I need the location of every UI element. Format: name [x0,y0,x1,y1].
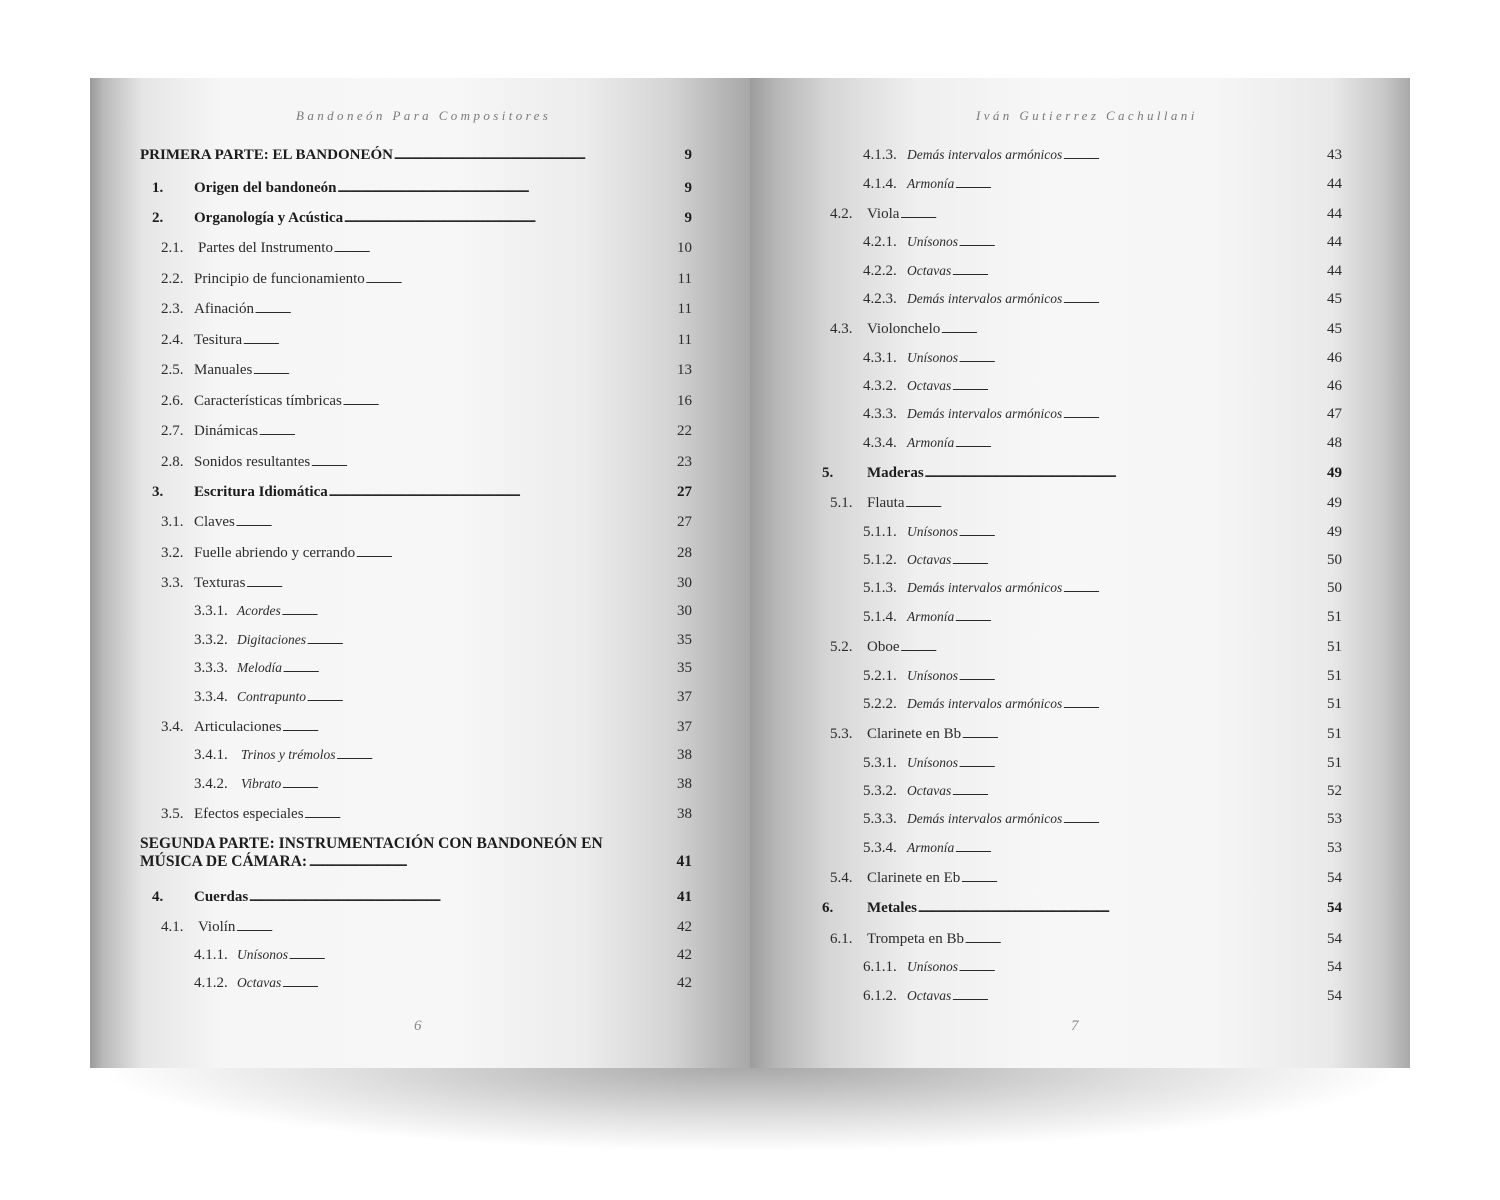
toc-entry[interactable] [161,918,692,938]
leader-dots [961,869,1326,889]
toc-entry[interactable] [863,405,1342,425]
toc-entry[interactable] [863,839,1342,859]
toc-number: 4.3.2. [863,378,897,394]
toc-title: Cuerdas [194,889,249,905]
toc-number: 5.3. [830,726,853,742]
table-of-contents [90,78,750,1068]
toc-title: Unísonos [907,668,959,683]
toc-entry[interactable] [863,810,1342,830]
toc-entry[interactable] [161,331,692,351]
leader-dots [955,839,1326,859]
toc-entry[interactable] [161,300,692,320]
toc-number: 4. [152,889,164,905]
toc-page: 53 [1327,811,1342,827]
toc-title: Trompeta en Bb [867,931,964,947]
leader-dots [959,667,1326,687]
toc-page: 27 [677,484,692,500]
toc-entry[interactable] [194,974,692,994]
toc-number: 3. [152,484,164,500]
toc-entry[interactable] [161,805,692,825]
toc-number: 6.1.1. [863,959,897,975]
toc-number: 5.1.4. [863,609,897,625]
toc-entry[interactable] [152,179,692,198]
toc-number: 3.3.1. [194,603,228,619]
toc-number: 3.2. [161,545,184,561]
toc-number: 5.3.2. [863,783,897,799]
toc-number: 5.1.1. [863,524,897,540]
toc-number: 5.3.1. [863,755,897,771]
toc-number: 2.3. [161,301,184,317]
toc-page: 11 [677,301,692,317]
toc-number: 5.3.3. [863,811,897,827]
toc-page: 22 [677,423,692,439]
toc-page: 41 [677,889,692,905]
toc-number: 1. [152,180,164,196]
toc-title: Armonía [907,435,955,450]
leader-dots [255,300,677,320]
leader-dots [955,434,1326,454]
toc-title: Demás intervalos armónicos [907,696,1063,711]
toc-number: 2.5. [161,362,184,378]
toc-entry[interactable] [822,464,1342,483]
toc-title: Características tímbricas [194,393,342,409]
leader-dots [952,377,1326,397]
toc-entry[interactable] [863,551,1342,571]
toc-number: 3.3.4. [194,689,228,705]
leader-dots [955,608,1326,628]
toc-page: 27 [677,514,692,530]
toc-title: Trinos y trémolos [241,747,336,762]
toc-entry[interactable] [830,205,1342,225]
leader-dots [901,638,1327,658]
toc-number: 6.1.2. [863,988,897,1004]
toc-page: 52 [1327,783,1342,799]
toc-page: 54 [1327,931,1342,947]
leader-dots [344,209,683,228]
toc-entry[interactable] [161,544,692,564]
toc-entry[interactable] [194,659,692,679]
right-page [750,78,1410,1068]
toc-title: Unísonos [237,947,289,962]
leader-dots [1063,290,1326,310]
toc-title: Clarinete en Bb [867,726,962,742]
toc-entry[interactable] [161,270,692,290]
toc-title: Vibrato [241,776,282,791]
toc-page: 41 [676,853,692,870]
toc-page: 45 [1327,291,1342,307]
toc-page: 30 [677,603,692,619]
toc-title: Demás intervalos armónicos [907,580,1063,595]
leader-dots [307,631,676,651]
leader-dots [282,602,676,622]
toc-entry[interactable] [863,782,1342,802]
toc-number: 2.2. [161,271,184,287]
leader-dots [952,262,1326,282]
toc-page: 28 [677,545,692,561]
toc-title: Articulaciones [194,719,282,735]
toc-page: 23 [677,454,692,470]
toc-entry[interactable] [863,262,1342,282]
toc-title: Fuelle abriendo y cerrando [194,545,356,561]
toc-page: 35 [677,660,692,676]
toc-part-heading[interactable] [140,146,692,165]
toc-number: 2.1. [161,240,184,256]
left-page [90,78,750,1068]
toc-page: 9 [684,210,692,226]
toc-number: 4.1. [161,919,184,935]
toc-title: Armonía [907,176,955,191]
toc-number: 2.7. [161,423,184,439]
toc-number: 4.2.3. [863,291,897,307]
leader-dots [918,899,1326,918]
toc-page: 51 [1327,726,1342,742]
toc-page: 44 [1327,206,1342,222]
toc-number: 4.1.2. [194,975,228,991]
toc-number: 5.1.2. [863,552,897,568]
toc-page: 38 [677,747,692,763]
toc-number: 4.3.3. [863,406,897,422]
toc-entry[interactable] [863,958,1342,978]
toc-entry[interactable] [863,290,1342,310]
leader-dots [259,422,676,442]
toc-title: Efectos especiales [194,806,304,822]
toc-entry[interactable] [863,608,1342,628]
toc-title: Unísonos [907,524,959,539]
toc-entry[interactable] [194,602,692,622]
toc-entry[interactable] [194,688,692,708]
toc-title: Acordes [237,603,281,618]
toc-title: Unísonos [907,959,959,974]
toc-title: Escritura Idiomática [194,484,328,500]
toc-page: 47 [1327,406,1342,422]
toc-number: 2.4. [161,332,184,348]
toc-entry[interactable] [194,631,692,651]
toc-title: Violín [198,919,236,935]
toc-entry[interactable] [822,899,1342,918]
toc-page: 51 [1327,755,1342,771]
toc-page: 10 [677,240,692,256]
toc-page: 35 [677,632,692,648]
toc-number: 6. [822,900,834,916]
leader-dots [941,320,1326,340]
leader-dots [906,494,1327,514]
toc-entry[interactable] [194,946,692,966]
leader-dots [394,146,684,165]
toc-entry[interactable] [152,888,692,907]
toc-title: Tesitura [194,332,243,348]
toc-page: 9 [684,180,692,196]
leader-dots [952,782,1326,802]
toc-entry[interactable] [863,146,1342,166]
leader-dots [236,918,676,938]
toc-entry[interactable] [161,574,692,594]
leader-dots [959,523,1326,543]
toc-title: Claves [194,514,235,530]
toc-entry[interactable] [830,930,1342,950]
leader-dots [952,987,1326,1007]
toc-page: 37 [677,719,692,735]
toc-number: 3.3.2. [194,632,228,648]
toc-title: Octavas [907,263,952,278]
toc-entry[interactable] [152,209,692,228]
leader-dots [282,775,676,795]
toc-title-line: MÚSICA DE CÁMARA: [140,853,308,870]
toc-title: Unísonos [907,234,959,249]
toc-page: 42 [677,919,692,935]
toc-page: 43 [1327,147,1342,163]
leader-dots [249,888,676,907]
toc-number: 6.1. [830,931,853,947]
toc-number: 2.6. [161,393,184,409]
toc-entry[interactable] [161,513,692,533]
toc-number: 4.3.4. [863,435,897,451]
toc-page: 11 [677,271,692,287]
toc-title: Demás intervalos armónicos [907,291,1063,306]
leader-dots [282,974,676,994]
toc-number: 3.4.2. [194,776,228,792]
toc-entry[interactable] [161,239,692,259]
toc-title: Clarinete en Eb [867,870,961,886]
toc-title: Unísonos [907,350,959,365]
toc-number: 2. [152,210,164,226]
toc-entry[interactable] [863,695,1342,715]
leader-dots [962,725,1326,745]
toc-entry[interactable] [863,434,1342,454]
toc-page: 54 [1327,900,1342,916]
toc-page: 51 [1327,696,1342,712]
toc-title: Principio de funcionamiento [194,271,365,287]
toc-title: Sonidos resultantes [194,454,311,470]
table-of-contents [750,78,1410,1068]
toc-number: 5.2.2. [863,696,897,712]
leader-dots [1063,810,1326,830]
toc-page: 38 [677,806,692,822]
toc-page: 13 [677,362,692,378]
toc-title-line: SEGUNDA PARTE: INSTRUMENTACIÓN CON BANDONEÓN EN [140,835,603,852]
toc-entry[interactable] [194,775,692,795]
toc-page: 9 [684,147,692,163]
toc-title: Manuales [194,362,253,378]
leader-dots [236,513,676,533]
leader-dots [952,551,1326,571]
toc-entry[interactable] [863,349,1342,369]
toc-title: Demás intervalos armónicos [907,811,1063,826]
toc-page: 54 [1327,870,1342,886]
toc-entry[interactable] [194,746,692,766]
toc-title: Melodía [237,660,282,675]
toc-title: Contrapunto [237,689,307,704]
toc-title: Demás intervalos armónicos [907,147,1063,162]
toc-title: Demás intervalos armónicos [907,406,1063,421]
toc-entry[interactable] [830,320,1342,340]
leader-dots [282,718,676,738]
toc-number: 4.2. [830,206,853,222]
toc-page: 49 [1327,495,1342,511]
toc-page: 51 [1327,639,1342,655]
toc-title: Flauta [867,495,905,511]
toc-number: 3.4.1. [194,747,228,763]
toc-entry[interactable] [863,667,1342,687]
toc-entry[interactable] [863,754,1342,774]
toc-title: Violonchelo [867,321,941,337]
toc-entry[interactable] [161,718,692,738]
toc-page: 51 [1327,668,1342,684]
toc-title: Oboe [867,639,900,655]
toc-title: Partes del Instrumento [198,240,333,256]
toc-title: Organología y Acústica [194,210,344,226]
toc-number: 4.3.1. [863,350,897,366]
toc-number: 4.2.1. [863,234,897,250]
toc-number: 3.3. [161,575,184,591]
leader-dots [959,754,1326,774]
toc-entry[interactable] [863,175,1342,195]
toc-title: PRIMERA PARTE: EL BANDONEÓN [140,147,393,163]
toc-page: 50 [1327,552,1342,568]
toc-number: 3.5. [161,806,184,822]
leader-dots [1063,695,1326,715]
leader-dots [307,688,676,708]
leader-dots [356,544,676,564]
toc-title: Octavas [907,988,952,1003]
toc-number: 4.1.1. [194,947,228,963]
toc-page: 30 [677,575,692,591]
leader-dots [959,233,1326,253]
toc-page: 49 [1327,524,1342,540]
running-head: Iván Gutierrez Cachullani [976,108,1198,123]
toc-page: 42 [677,947,692,963]
toc-entry[interactable] [161,361,692,381]
toc-page: 45 [1327,321,1342,337]
leader-dots [955,175,1326,195]
toc-title: Octavas [907,552,952,567]
leader-dots [243,331,676,351]
toc-number: 4.1.4. [863,176,897,192]
leader-dots [959,958,1326,978]
toc-number: 4.3. [830,321,853,337]
leader-dots [309,853,674,872]
leader-dots [965,930,1326,950]
toc-number: 5.2.1. [863,668,897,684]
toc-title: Viola [867,206,900,222]
toc-page: 48 [1327,435,1342,451]
toc-entry[interactable] [863,523,1342,543]
toc-entry[interactable] [161,422,692,442]
toc-entry[interactable] [161,392,692,412]
toc-title: Metales [867,900,917,916]
toc-page: 50 [1327,580,1342,596]
leader-dots [900,205,1326,225]
toc-number: 3.3.3. [194,660,228,676]
toc-title: Octavas [907,378,952,393]
toc-title: Digitaciones [237,632,306,647]
leader-dots [305,805,676,825]
toc-number: 5. [822,465,834,481]
leader-dots [329,483,676,502]
toc-part-heading[interactable] [140,835,692,872]
toc-page: 37 [677,689,692,705]
toc-entry[interactable] [830,638,1342,658]
toc-title: Unísonos [907,755,959,770]
leader-dots [337,746,676,766]
toc-number: 5.1.3. [863,580,897,596]
toc-page: 49 [1327,465,1342,481]
toc-title: Origen del bandoneón [194,180,337,196]
toc-number: 3.1. [161,514,184,530]
toc-page: 46 [1327,378,1342,394]
toc-entry[interactable] [152,483,692,502]
toc-title: Dinámicas [194,423,259,439]
toc-page: 16 [677,393,692,409]
leader-dots [1063,146,1326,166]
leader-dots [311,453,676,473]
leader-dots [246,574,676,594]
toc-number: 3.4. [161,719,184,735]
toc-number: 5.1. [830,495,853,511]
toc-entry[interactable] [830,494,1342,514]
leader-dots [366,270,677,290]
toc-page: 53 [1327,840,1342,856]
toc-entry[interactable] [863,377,1342,397]
leader-dots [334,239,676,259]
toc-number: 5.3.4. [863,840,897,856]
page-number: 7 [1071,1018,1079,1034]
leader-dots [959,349,1326,369]
toc-entry[interactable] [863,579,1342,599]
toc-entry[interactable] [161,453,692,473]
toc-title: Armonía [907,840,955,855]
leader-dots [1063,579,1326,599]
leader-dots [1063,405,1326,425]
toc-page: 46 [1327,350,1342,366]
toc-page: 38 [677,776,692,792]
leader-dots [925,464,1326,483]
toc-page: 11 [677,332,692,348]
toc-number: 4.2.2. [863,263,897,279]
toc-title: Maderas [867,465,924,481]
toc-page: 54 [1327,959,1342,975]
leader-dots [338,179,684,198]
leader-dots [343,392,676,412]
toc-title: Texturas [194,575,246,591]
leader-dots [253,361,676,381]
toc-entry[interactable] [863,233,1342,253]
running-head: Bandoneón Para Compositores [296,108,552,123]
leader-dots [283,659,676,679]
toc-title: Afinación [194,301,254,317]
toc-page: 44 [1327,234,1342,250]
toc-title: Armonía [907,609,955,624]
leader-dots [289,946,676,966]
toc-page: 44 [1327,176,1342,192]
page-number: 6 [414,1018,422,1034]
toc-title: Octavas [237,975,282,990]
toc-entry[interactable] [830,725,1342,745]
toc-page: 51 [1327,609,1342,625]
toc-entry[interactable] [863,987,1342,1007]
toc-title: Octavas [907,783,952,798]
toc-number: 4.1.3. [863,147,897,163]
toc-page: 54 [1327,988,1342,1004]
toc-number: 5.4. [830,870,853,886]
toc-number: 2.8. [161,454,184,470]
toc-number: 5.2. [830,639,853,655]
toc-page: 44 [1327,263,1342,279]
toc-entry[interactable] [830,869,1342,889]
toc-page: 42 [677,975,692,991]
